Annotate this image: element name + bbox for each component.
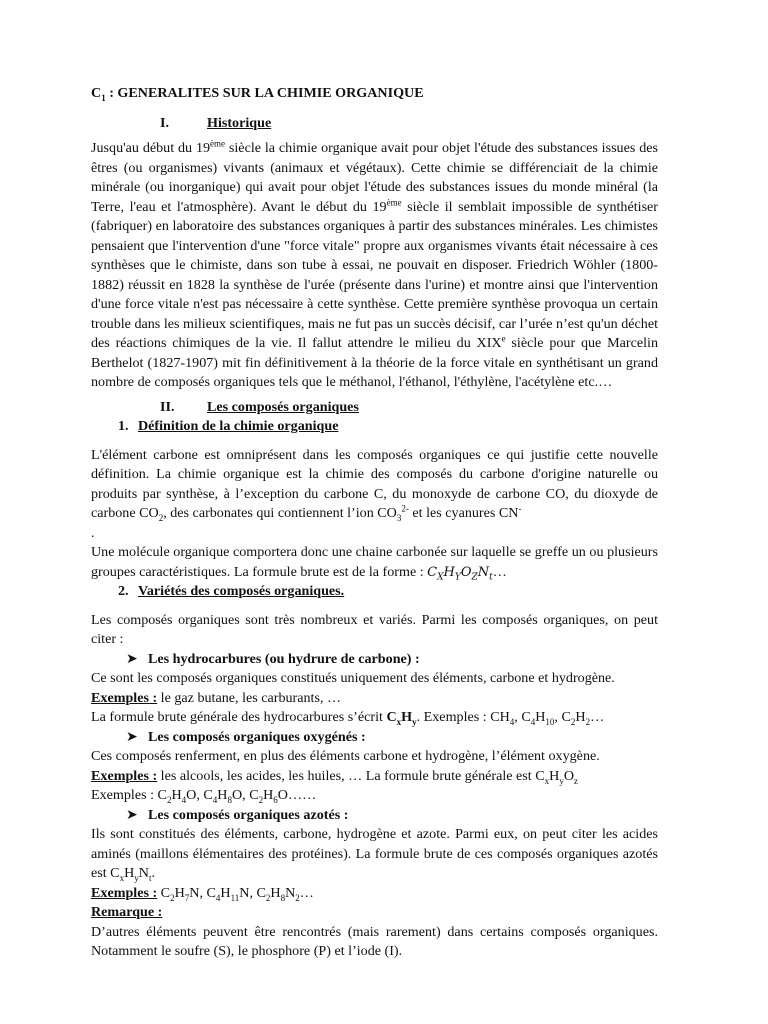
examples-oxygenes: Exemples : les alcools, les acides, les huiles, … La formule brute générale est $C_xH_yO_z$ bbox=[91, 767, 578, 786]
examples-azotes: Exemples : $C_2H_7N$, $C_4H_{11}N$, $C_2H_8N_2\dots$ bbox=[91, 884, 314, 903]
arrow-bullet-icon: ➤ bbox=[126, 806, 138, 823]
text-hydrocarbures: Ce sont les composés organiques constitués uniquement des éléments, carbone et hydrogène. bbox=[91, 670, 615, 686]
arrow-bullet-icon: ➤ bbox=[126, 650, 138, 667]
formula-hydrocarbures: La formule brute générale des hydrocarbures s’écrit $C_xH_y$. Exemples : $CH_4$, $C_4H_{10}$, $C_2H_2\dots$ bbox=[91, 709, 605, 727]
arrow-bullet-icon: ➤ bbox=[126, 728, 138, 745]
stray-dot: . bbox=[91, 524, 95, 541]
page-title: $C_1$ : GENERALITES SUR LA CHIMIE ORGANIQUE bbox=[91, 85, 424, 103]
paragraph-remarque: D’autres éléments peuvent être rencontrés (mais rarement) dans certains composés organiques. Notamment le soufre (S), le phosphore (P) et l’iode (I). bbox=[91, 923, 658, 959]
general-formula: $C_XH_YO_ZN_t$ bbox=[427, 564, 493, 583]
examples-oxygenes-list: Exemples : $C_2H_4O$, $C_4H_8O$, $C_2H_6O\dots\dots$ bbox=[91, 787, 317, 805]
paragraph-varietes-intro: Les composés organiques sont très nombreux et variés. Parmi les composés organiques, on peut citer : bbox=[91, 611, 658, 647]
subsection-heading-varietes: 2. Variétés des composés organiques. bbox=[118, 583, 345, 599]
bullet-oxygenes: ➤ Les composés organiques oxygénés : bbox=[126, 728, 658, 748]
paragraph-molecule: Une molécule organique comportera donc une chaine carbonée sur laquelle se greffe un ou plusieurs groupes caractéristiques. La formule brute est de la forme : $C_XH_YO_ZN_t\dots$ bbox=[91, 544, 658, 583]
section-heading-composes: II. Les composés organiques bbox=[160, 398, 359, 415]
text-azotes: Ils sont constitués des éléments, carbone, hydrogène et azote. Parmi eux, on peut citer les acides aminés (maillons élémentaires des protéines). La formule brute de ces composés organiques azotés est $C_xH_yN_t$. bbox=[91, 826, 658, 883]
section-heading-historique: I. Historique bbox=[160, 114, 272, 131]
document-body bbox=[91, 84, 658, 962]
examples-hydrocarbures: Exemples : le gaz butane, les carburants, … bbox=[91, 689, 342, 706]
bullet-hydrocarbures: ➤ Les hydrocarbures (ou hydrure de carbone) : bbox=[126, 650, 658, 670]
bullet-azotes: ➤ Les composés organiques azotés : bbox=[126, 806, 658, 826]
remarque-heading: Remarque : bbox=[91, 904, 163, 920]
paragraph-historique: Jusqu'au début du 19ème siècle la chimie organique avait pour objet l'étude des substances issues des êtres (ou organismes) vivants (animaux et végétaux). Cette chimie se différenciait de la chimie minérale (ou inorganique) qui avait pour objet l'étude des substances issues du monde minéral (la Terre, l'eau et l'atmosphère). Avant le début du 19ème siècle il semblait impossible de synthétiser (fabriquer) en laboratoire des substances organiques à partir des substances minérales. Les chimistes pensaient que l'intervention d'une "force vitale" propre aux organismes vivants était nécessaire à ces synthèses que le chimiste, dans son tube à essai, ne pouvait en disposer. Friedrich Wöhler (1800- 1882) réussit en 1828 la synthèse de l'urée (présente dans l'urine) et montre ainsi que l'intervention d'une force vitale n'est pas nécessaire à cette synthèse. Cette première synthèse provoqua un certain trouble dans les milieux scientifiques, mais ne fut pas un succès décisif, car l’urée n’est qu'un déchet des réactions chimiques de la vie. Il fallut attendre le milieu du XIXe siècle pour que Marcelin Berthelot (1827-1907) mit fin définitivement à la théorie de la force vitale en synthétisant un grand nombre de composés organiques tels que le méthanol, l'éthanol, l'éthylène, l'acétylène etc.… bbox=[91, 138, 658, 390]
subsection-heading-definition: 1. Définition de la chimie organique bbox=[118, 418, 339, 434]
text-oxygenes: Ces composés renferment, en plus des éléments carbone et hydrogène, l’élément oxygène. bbox=[91, 748, 600, 764]
paragraph-definition: L'élément carbone est omniprésent dans les composés organiques ce qui justifie cette nouvelle définition. La chimie organique est la chimie des composés du carbone d'origine naturelle ou produits par synthèse, à l’exception du carbone C, du monoxyde de carbone CO, du dioxyde de carbone $CO_2$, des carbonates qui contiennent l’ion $CO_3^{2-}$ et les cyanures CN- bbox=[91, 446, 658, 523]
